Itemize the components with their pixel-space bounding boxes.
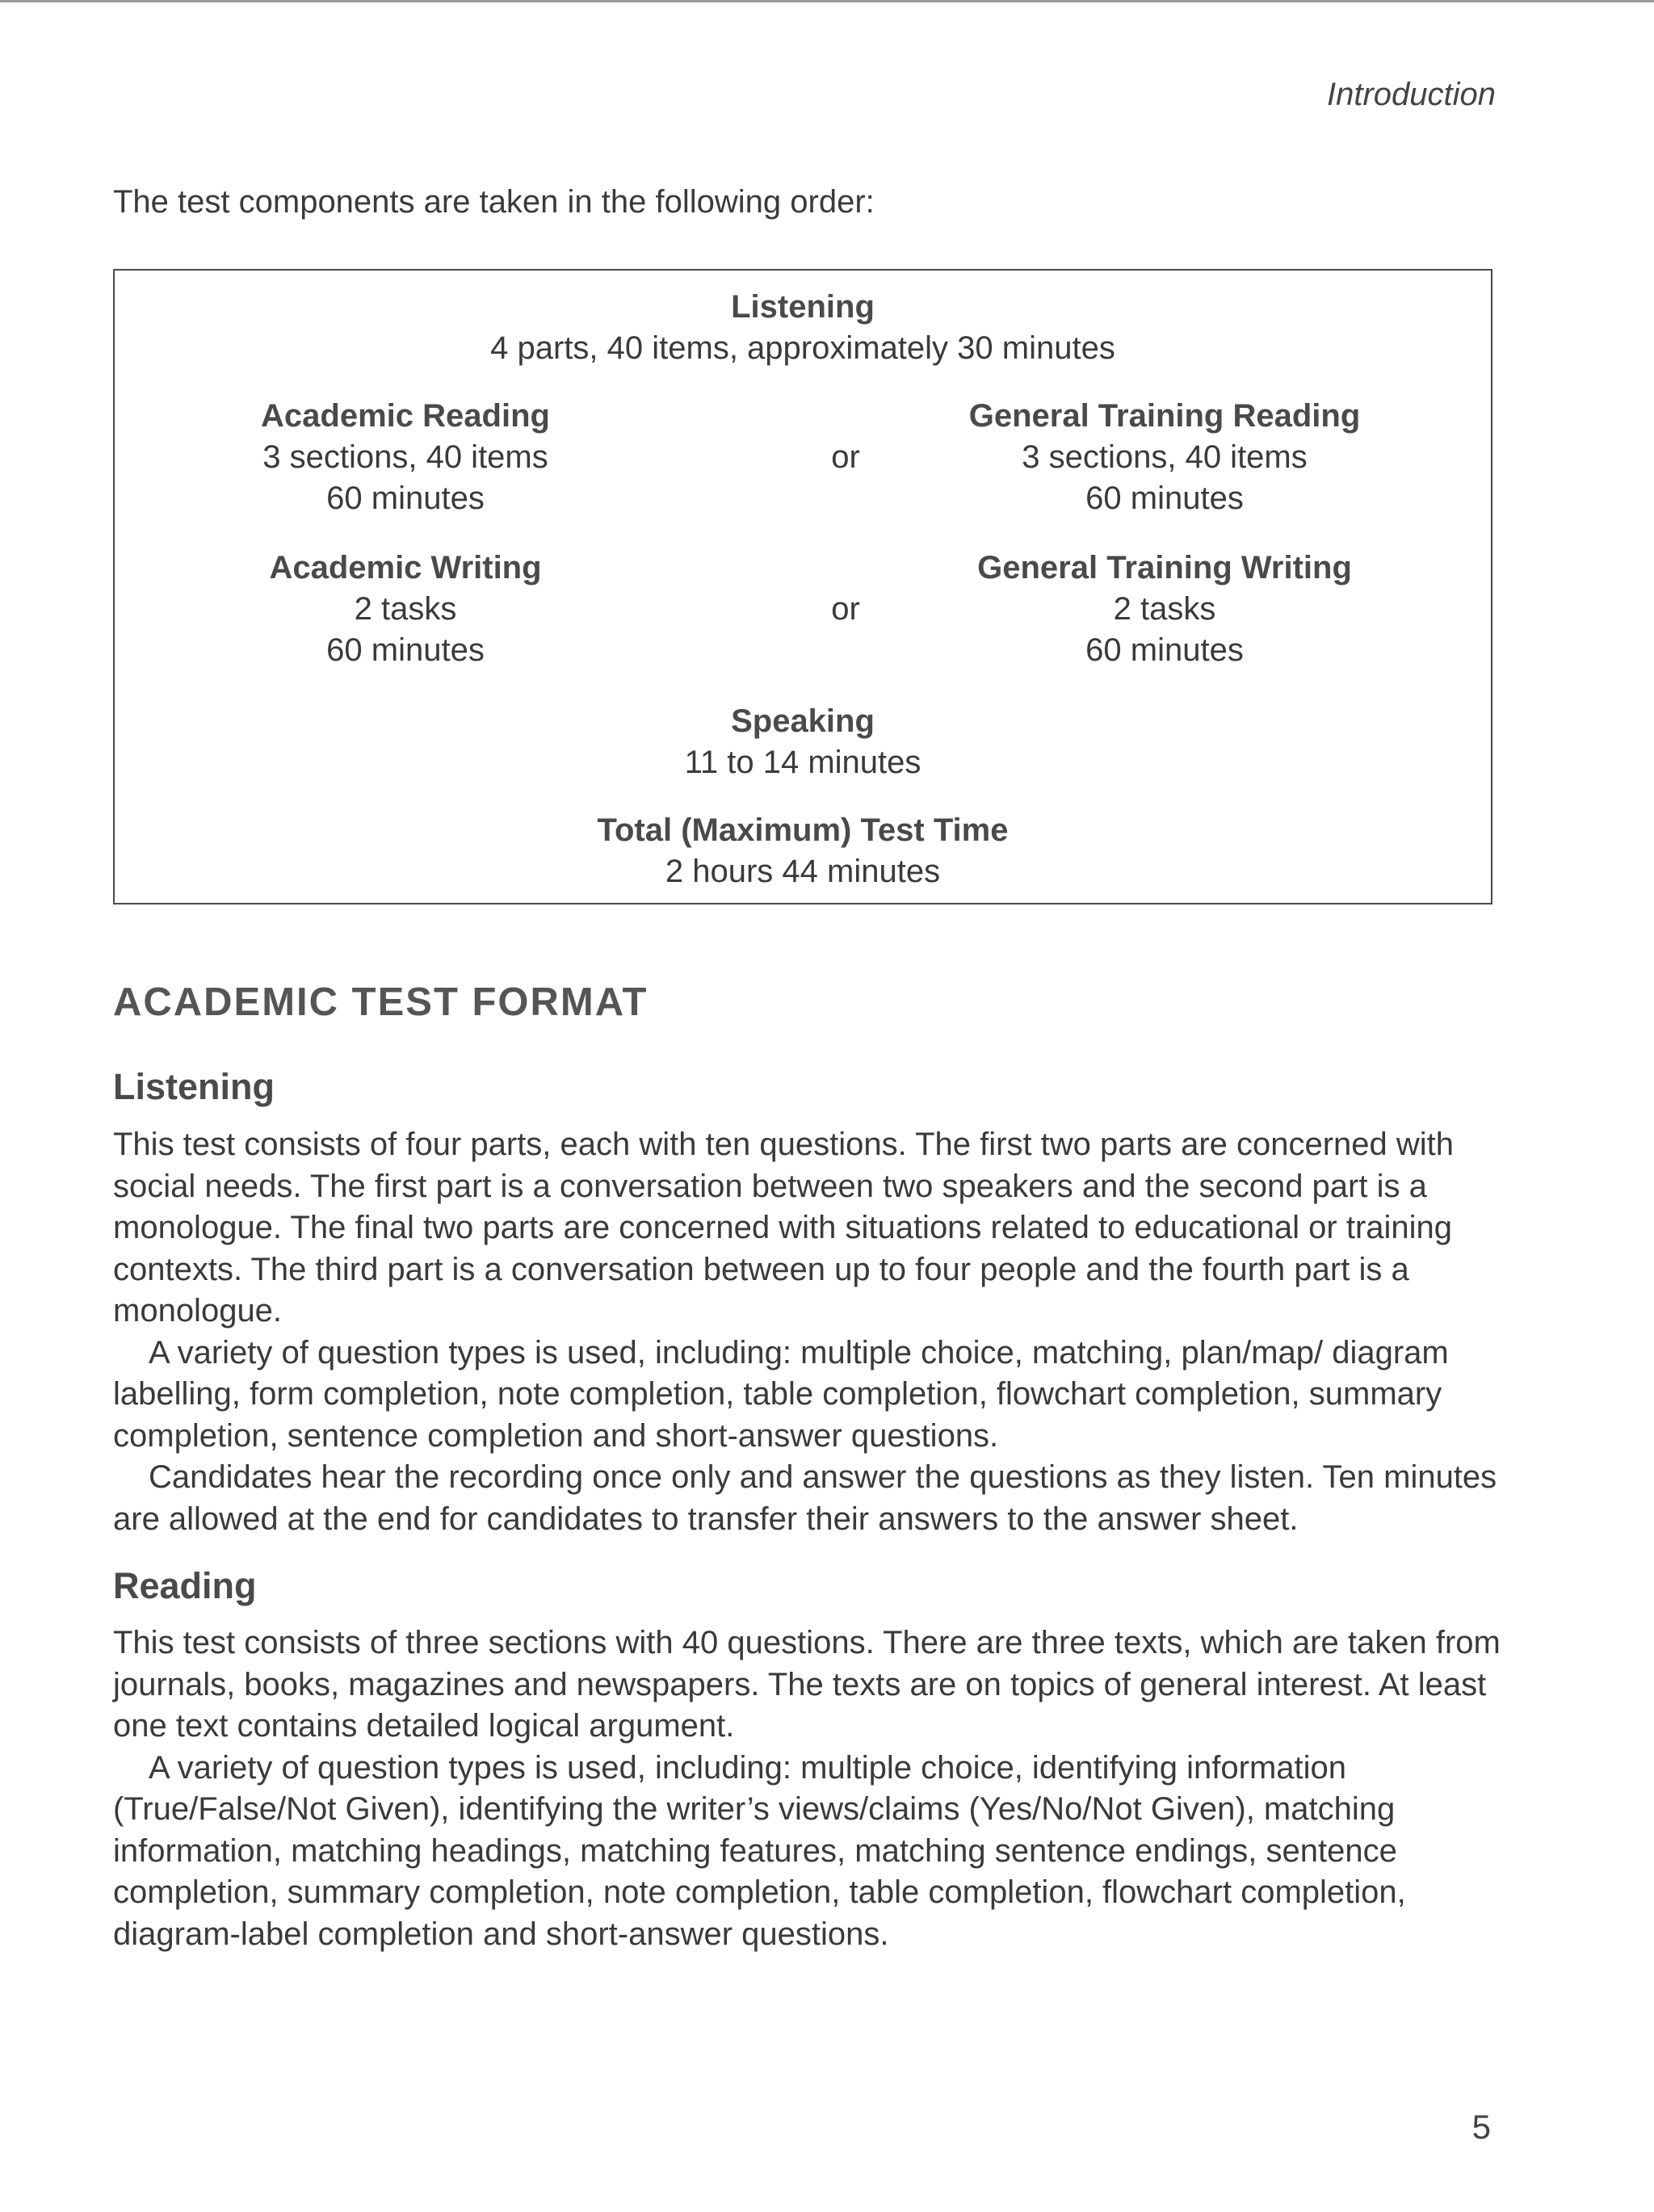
general-reading-block [963, 396, 1366, 519]
general-writing-block [963, 548, 1366, 671]
general-reading-title: General Training Reading [968, 398, 1361, 434]
page-number: 5 [1471, 2108, 1491, 2146]
test-order-box [113, 269, 1492, 905]
academic-format-title: ACADEMIC TEST FORMAT [113, 980, 649, 1024]
academic-writing-line2: 60 minutes [326, 632, 485, 668]
speaking-block [115, 701, 1491, 783]
total-time-title: Total (Maximum) Test Time [597, 812, 1009, 848]
academic-writing-line1: 2 tasks [354, 591, 457, 627]
listening-block [115, 287, 1491, 369]
academic-writing-title: Academic Writing [269, 550, 542, 586]
reading-text [113, 1622, 1502, 1955]
listening-text [113, 1124, 1502, 1540]
academic-reading-block [236, 396, 575, 519]
academic-reading-line1: 3 sections, 40 items [262, 439, 548, 475]
listening-title: Listening [731, 289, 875, 325]
general-reading-line2: 60 minutes [1085, 481, 1244, 516]
writing-or: or [831, 591, 860, 627]
academic-reading-title: Academic Reading [261, 398, 550, 434]
reading-paragraph-1: This test consists of three sections with 40 questions. There are three texts, which are taken from journals, books, magazines and newspapers. The texts are on topics of general interest. At least one text contains detailed logical argument. [113, 1625, 1501, 1744]
listening-heading: Listening [113, 1066, 275, 1107]
academic-writing-block [236, 548, 575, 671]
running-head: Introduction [1326, 77, 1496, 112]
general-reading-line1: 3 sections, 40 items [1022, 439, 1308, 475]
total-time-block [115, 810, 1491, 892]
top-page-rule [0, 0, 1654, 2]
general-writing-title: General Training Writing [977, 550, 1352, 586]
academic-reading-line2: 60 minutes [326, 481, 485, 516]
reading-heading: Reading [113, 1565, 257, 1606]
speaking-detail: 11 to 14 minutes [684, 745, 921, 780]
intro-line: The test components are taken in the following order: [113, 184, 875, 220]
reading-paragraph-2: A variety of question types is used, including: multiple choice, identifying information (True/False/Not Given), identifying the writer’s views/claims (Yes/No/Not Given), matching information, matching headings, matching features, matching sentence endings, sentence completion, summary completion, note completion, table completion, flowchart completion, diagram-label completion and short-answer questions. [113, 1749, 1406, 1952]
listening-paragraph-1: This test consists of four parts, each with ten questions. The first two parts are concerned with social needs. The first part is a conversation between two speakers and the second part is a monologue. The final two parts are concerned with situations related to educational or training contexts. The third part is a conversation between up to four people and the fourth part is a monologue. [113, 1127, 1455, 1328]
listening-paragraph-3: Candidates hear the recording once only and answer the questions as they listen. Ten minutes are allowed at the end for candidates to transfer their answers to the answer sheet. [113, 1459, 1497, 1537]
general-writing-line2: 60 minutes [1085, 632, 1244, 668]
general-writing-line1: 2 tasks [1113, 591, 1216, 627]
total-time-detail: 2 hours 44 minutes [665, 854, 941, 889]
reading-or: or [831, 439, 860, 475]
speaking-title: Speaking [731, 703, 875, 739]
listening-detail: 4 parts, 40 items, approximately 30 minutes [490, 330, 1115, 366]
listening-paragraph-2: A variety of question types is used, including: multiple choice, matching, plan/map/ diagram labelling, form completion, note completion, table completion, flowchart completion, summary completion, sentence completion and short-answer questions. [113, 1334, 1449, 1454]
